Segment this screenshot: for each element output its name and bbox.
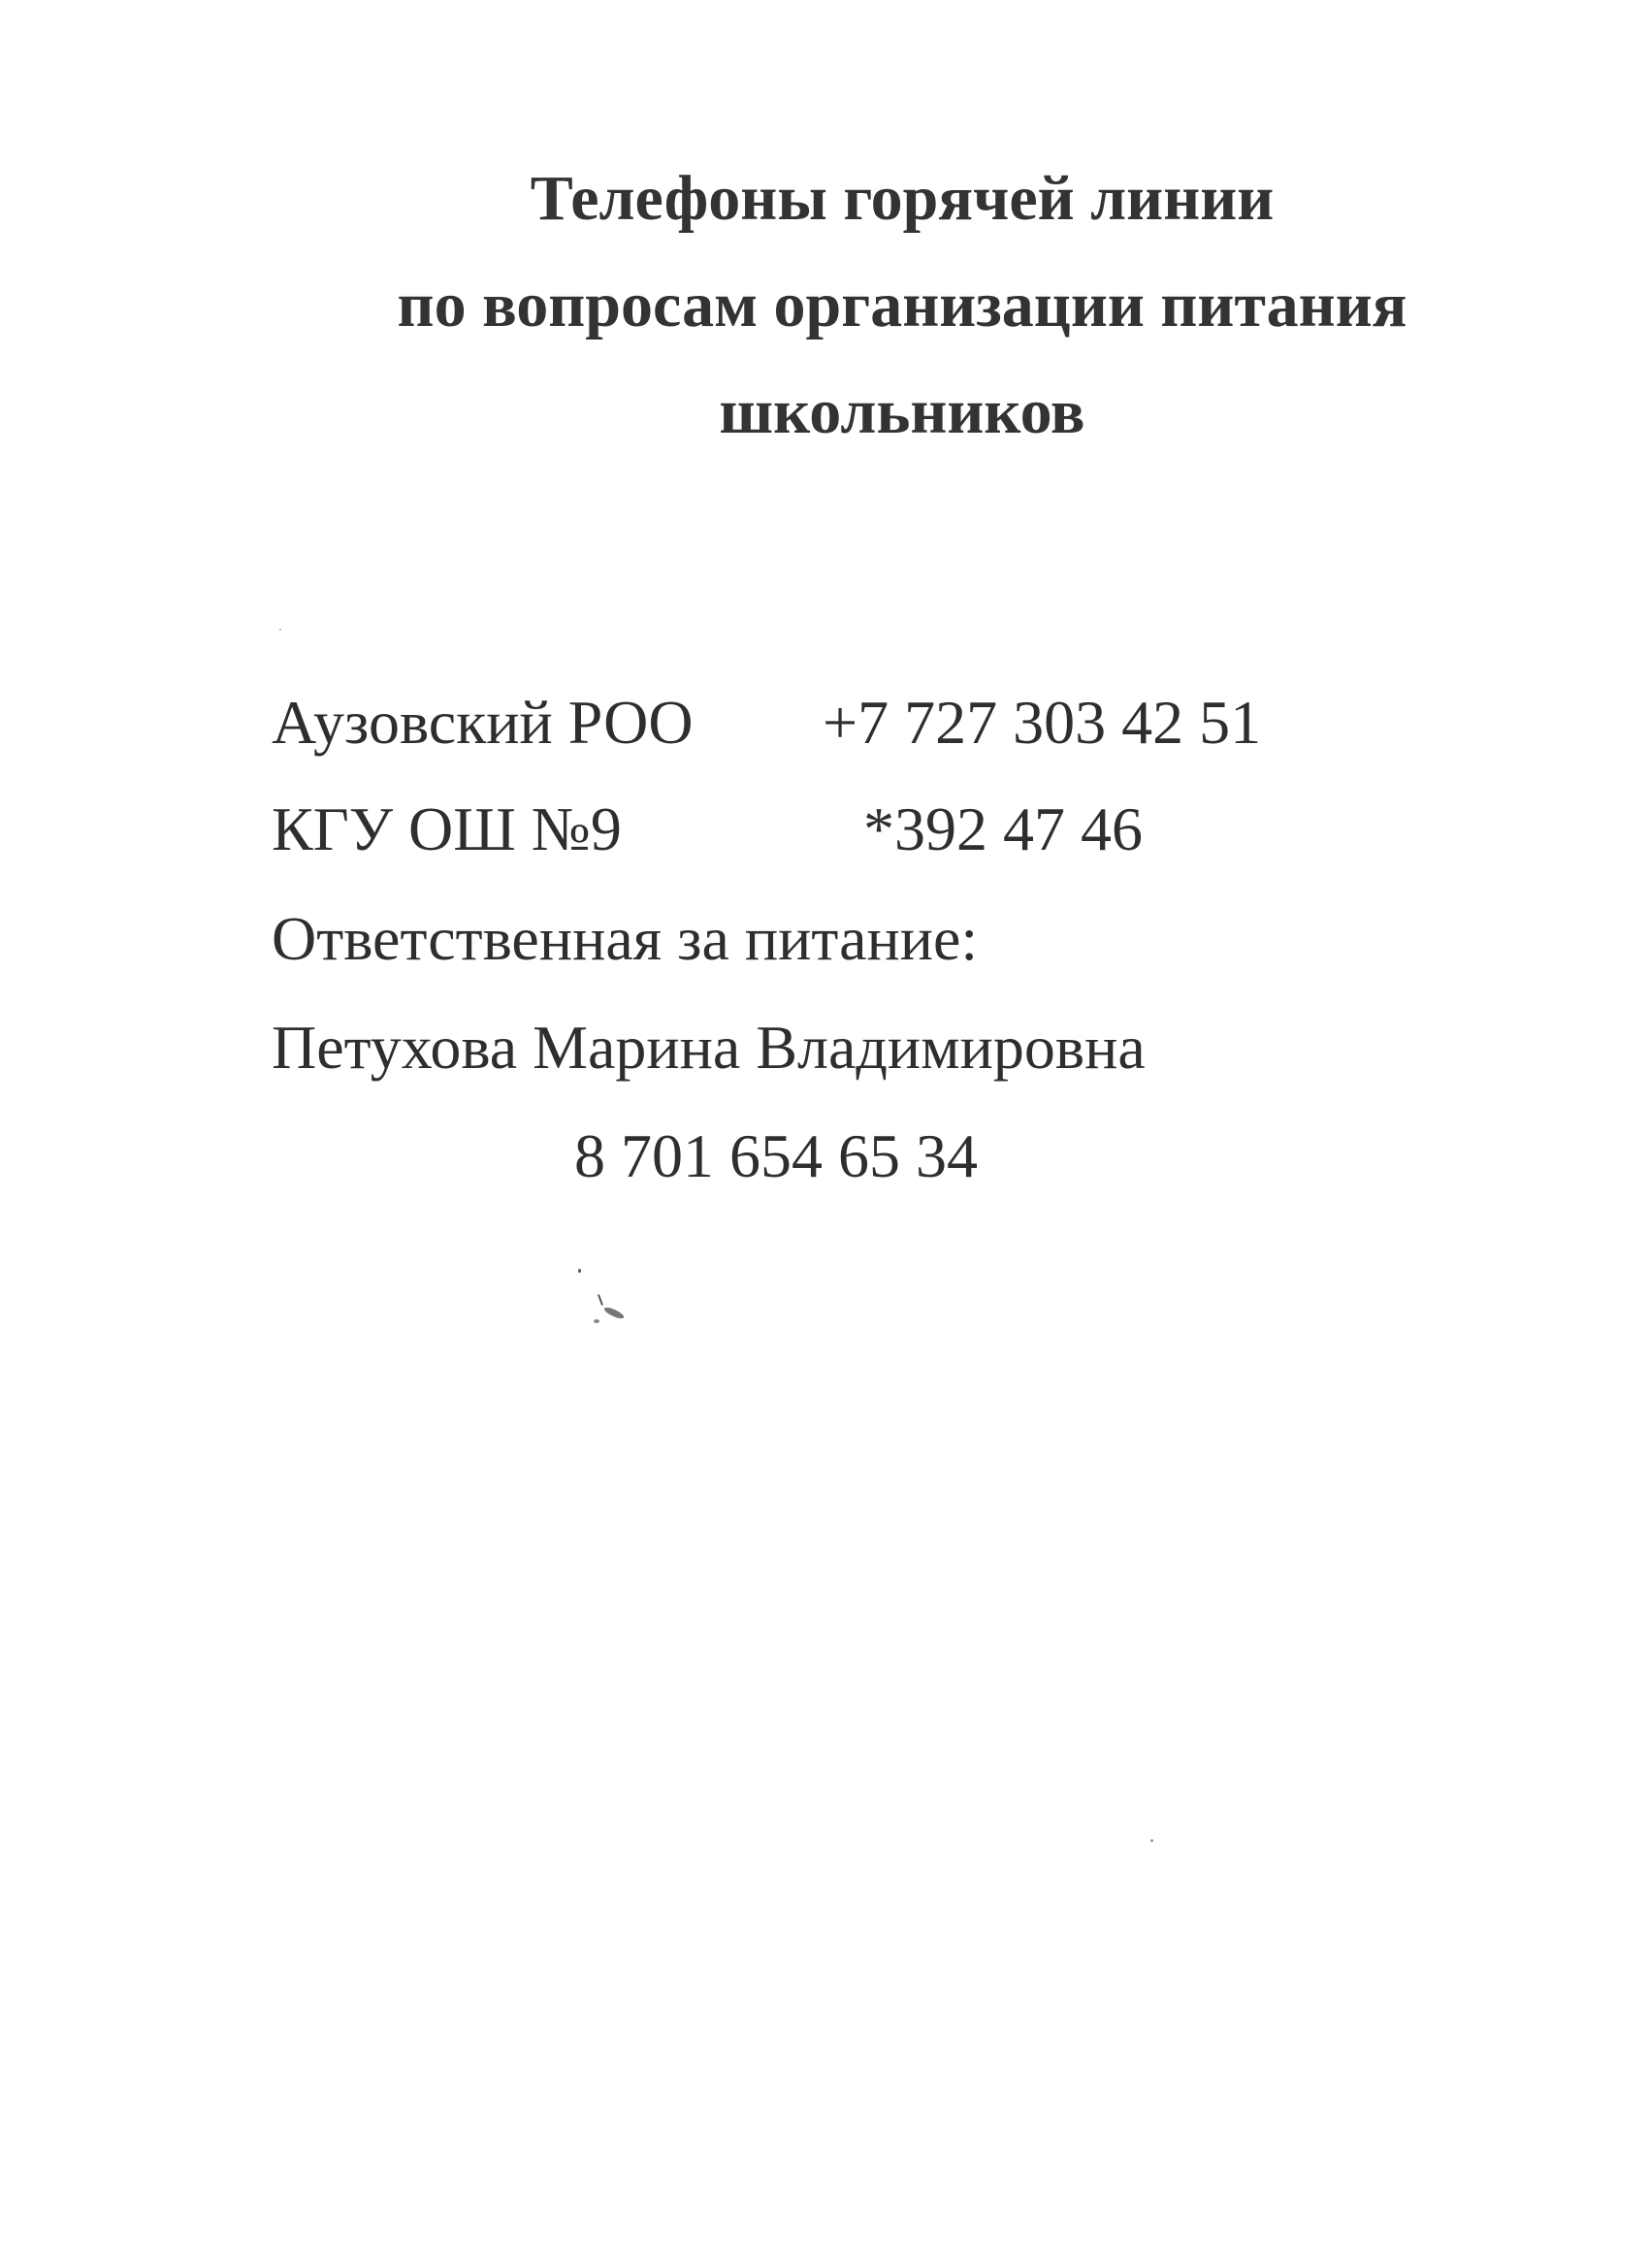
contact-phone-rayon-roo: +7 727 303 42 51 bbox=[823, 688, 1262, 757]
title-line-3: школьников bbox=[719, 376, 1085, 447]
title-line-1: Телефоны горячей линии bbox=[530, 163, 1275, 234]
responsible-heading: Ответственная за питание: bbox=[272, 904, 979, 973]
scan-speck bbox=[279, 629, 281, 631]
scan-speck bbox=[578, 1269, 581, 1273]
contact-label-rayon-roo: Аузовский РОО bbox=[272, 688, 694, 757]
responsible-phone: 8 701 654 65 34 bbox=[574, 1121, 978, 1190]
scan-speck bbox=[594, 1319, 599, 1323]
scan-speck bbox=[1150, 1839, 1153, 1842]
scan-speck bbox=[598, 1294, 603, 1306]
responsible-name: Петухова Марина Владимировна bbox=[272, 1013, 1146, 1082]
document-title bbox=[320, 146, 1484, 466]
contact-label-school: КГУ ОШ №9 bbox=[272, 794, 622, 863]
scan-speck bbox=[603, 1306, 626, 1321]
title-line-2: по вопросам организации питания bbox=[397, 270, 1407, 340]
contact-phone-school: *392 47 46 bbox=[863, 794, 1143, 863]
